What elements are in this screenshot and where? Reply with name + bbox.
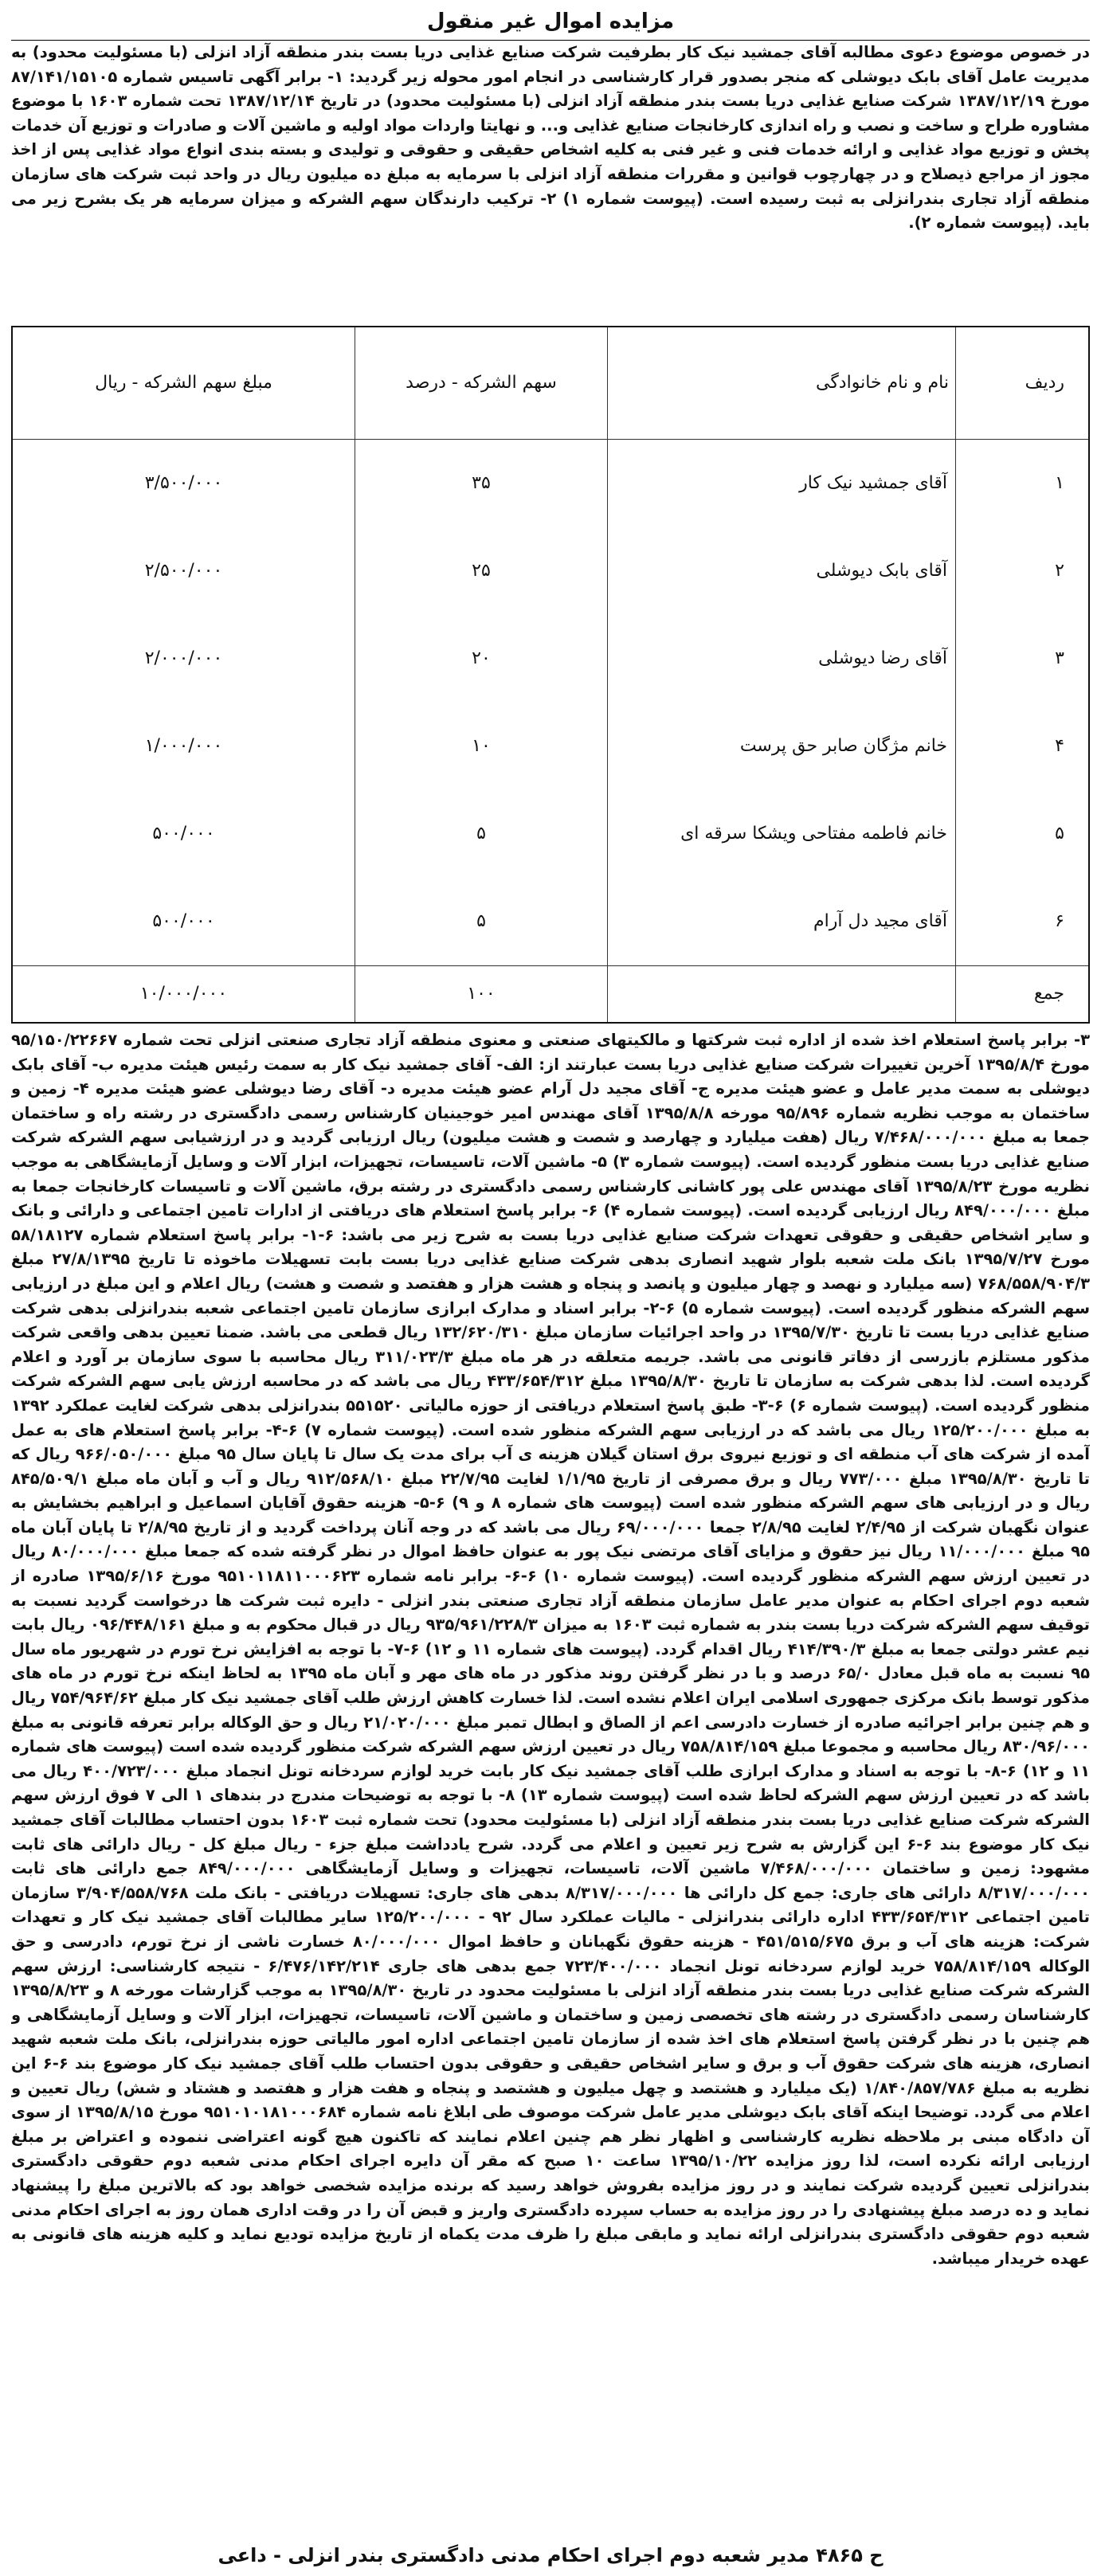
shareholder-name: آقای بابک دیوشلی [608,527,956,615]
header-share-amount: مبلغ سهم الشرکه - ریال [13,327,355,440]
share-percent: ۲۵ [355,527,608,615]
notice-title: مزایده اموال غیر منقول [426,10,675,33]
row-number: ۵ [956,790,1089,878]
share-percent: ۲۰ [355,615,608,703]
table-row [13,878,1088,966]
share-amount: ۲/۰۰۰/۰۰۰ [144,648,223,668]
share-amount: ۳/۵۰۰/۰۰۰ [144,473,223,493]
header-full-name: نام و نام خانوادگی [608,327,956,440]
row-number: ۴ [956,703,1089,790]
row-number: ۱ [956,440,1089,528]
shareholder-name: آقای جمشید نیک کار [608,440,956,528]
row-number: ۶ [956,878,1089,966]
total-amount: ۱۰/۰۰۰/۰۰۰ [13,966,355,1023]
table-row [13,703,1088,790]
share-percent: ۵ [355,790,608,878]
report-body-paragraph: ۳- برابر پاسخ استعلام اخذ شده از اداره ثبت شرکتها و مالکیتهای صنعتی و معنوی منطقه آزاد تجاری صنعتی انزلی تحت شماره ۹۵/۱۵۰/۲۲۶۶۷ مورخ ۱۳۹۵/۸/۴ آخرین تغییرات شرکت صنایع غذایی دریا بست عبارتند از: الف- آقای جمشید نیک کار به سمت رئیس هیئت مدیره ب- آقای بابک دیوشلی به سمت مدیر عامل و عضو هیئت مدیره ج- آقای مجید دل آرام عضو هیئت مدیره د- آقای رضا دیوشلی عضو هیئت مدیره ۴- زمین و ساختمان به موجب نظریه شماره ۹۵/۸۹۶ مورخه ۱۳۹۵/۸/۸ آقای مهندس امیر خوجینیان کارشناس رسمی دادگستری در رشته راه و ساختمان جمعا به مبلغ ۷/۴۶۸/۰۰۰/۰۰۰ ریال (هفت میلیارد و چهارصد و شصت و هشت میلیون) ریال ارزیابی گردید و در ارزشیابی سهم الشرکه شرکت صنایع غذایی دریا بست منظور گردیده است. (پیوست شماره ۳) ۵- ماشین آلات، تاسیسات، تجهیزات، ابزار آلات و وسایل آزمایشگاهی به موجب نظریه مورخ ۱۳۹۵/۸/۲۳ آقای مهندس علی پور کاشانی کارشناس رسمی دادگستری در رشته برق، ماشین آلات و تاسیسات کارخانجات جمعا به مبلغ ۸۴۹/۰۰۰/۰۰۰ ریال ارزیابی گردیده است. (پیوست شماره ۴) ۶- برابر پاسخ استعلام های دریافتی از ادارات تامین اجتماعی و دارائی و بانک و سایر اشخاص حقیقی و حقوقی تعهدات شرکت صنایع غذایی دریا بست به شرح زیر می باشد: ۶-۱- برابر پاسخ استعلام شماره ۵۸/۱۸۱۲۷ مورخ ۱۳۹۵/۷/۲۷ بانک ملت شعبه بلوار شهید انصاری بدهی شرکت صنایع غذایی دریا بست بابت تسهیلات ماخوذه تا تاریخ ۲۷/۸/۱۳۹۵ مبلغ ۷۶۸/۵۵۸/۹۰۴/۳ (سه میلیارد و نهصد و چهار میلیون و پانصد و پنجاه و هشت هزار و هفتصد و شصت و هشت) ریال اعلام و این مبلغ در ارزیابی سهم الشرکه منظور گردیده است. (پیوست شماره ۵) ۶-۲- برابر اسناد و مدارک ابرازی سازمان تامین اجتماعی شعبه بندرانزلی بدهی شرکت صنایع غذایی دریا بست تا تاریخ ۱۳۹۵/۷/۳۰ در واحد اجرائیات سازمان مبلغ ۱۳۲/۶۲۰/۳۱۰ ریال قطعی می باشد. ضمنا تعیین بدهی واقعی شرکت مذکور مستلزم بازرسی از دفاتر قانونی می باشد. جریمه متعلقه در هر ماه مبلغ ۳۱۱/۰۲۳/۳ ریال محاسبه با سوی سازمان بر آورد و اعلام گردیده است. لذا بدهی شرکت به سازمان تا تاریخ ۱۳۹۵/۸/۳۰ مبلغ ۴۳۳/۶۵۴/۳۱۲ ریال می باشد که در محاسبه ارزش یابی سهم الشرکه شرکت منظور گردیده است. (پیوست شماره ۶) ۶-۳- طبق پاسخ استعلام دریافتی از حوزه مالیاتی ۵۵۱۵۲۰ بندرانزلی بدهی شرکت لغایت عملکرد ۱۳۹۲ به مبلغ ۱۲۵/۲۰۰/۰۰۰ ریال می باشد که در ارزیابی سهم الشرکه منظور شده است. (پیوست شماره ۷) ۶-۴- برابر پاسخ استعلام های به عمل آمده از شرکت های آب منطقه ای و توزیع نیروی برق استان گیلان هزینه ی آب برای مدت یک سال تا پایان سال ۹۵ مبلغ ۹۶۶/۰۵۰/۰۰۰ ریال که تا تاریخ ۱۳۹۵/۸/۳۰ مبلغ ۷۷۳/۰۰۰ ریال و برق مصرفی از تاریخ ۱/۱/۹۵ لغایت ۲۲/۷/۹۵ مبلغ ۹۱۲/۵۶۸/۱۰ ریال و آب و آبان ماه مبلغ ۸۴۵/۵۰۹/۱ ریال و در ارزیابی های سهم الشرکه منظور شده است (پیوست های شماره ۸ و ۹) ۶-۵- هزینه حقوق آقایان اسماعیل و ابراهیم بخشایش به عنوان نگهبان شرکت از ۲/۴/۹۵ لغایت ۲/۸/۹۵ جمعا ۶۹/۰۰۰/۰۰۰ ریال می باشد که در وجه آنان پرداخت گردید و از تاریخ ۲/۸/۹۵ تا پایان آبان ماه ۹۵ مبلغ ۱۱/۰۰۰/۰۰۰ ریال نیز حقوق و مزایای آقای مرتضی نیک پور به عنوان حافظ اموال در نظر گرفته شده که جمعا مبلغ ۸۰/۰۰۰/۰۰۰ ریال در تعیین ارزش سهم الشرکه منظور گردیده است. (پیوست شماره ۱۰) ۶-۶- برابر نامه شماره ۹۵۱۰۱۱۸۱۱۰۰۰۶۲۳ مورخ ۱۳۹۵/۶/۱۶ صادره از شعبه دوم اجرای احکام به عنوان مدیر عامل سازمان منطقه آزاد تجاری صنعتی بندر انزلی - دایره ثبت شرکت ها درخواست گردید نسبت به توقیف سهم الشرکه شرکت دریا بست بندر به شماره ثبت ۱۶۰۳ به میزان ۹۳۵/۹۶۱/۲۲۸/۳ ریال در قبال محکوم به و مبلغ ۰۹۶/۴۴۸/۱۶۱ ریال بابت نیم عشر دولتی جمعا به مبلغ ۴۱۴/۳۹۰/۳ ریال اقدام گردد. (پیوست های شماره ۱۱ و ۱۲) ۶-۷- با توجه به افزایش نرخ تورم در شهریور ماه سال ۹۵ نسبت به ماه قبل معادل ۶۵/۰ درصد و با در نظر گرفتن روند مذکور در ماه های مهر و آبان ماه ۱۳۹۵ به لحاظ اینکه نرخ تورم در ماه های مذکور توسط بانک مرکزی جمهوری اسلامی ایران اعلام نشده است. لذا خسارت کاهش ارزش طلب آقای جمشید نیک کار مبلغ ۷۵۴/۹۶۴/۶۲ ریال و هم چنین برابر اجرائیه صادره از خسارت دادرسی اعم از الصاق و ابطال تمبر مبلغ ۲۱/۰۲۰/۰۰۰ ریال و حق الوکاله برابر تعرفه قانونی به مبلغ ۸۳۰/۹۶/۰۰۰ ریال محاسبه و مجموعا مبلغ ۷۵۸/۸۱۴/۱۵۹ ریال در تعیین ارزش سهم الشرکه شرکت منظور گردیده شده است (پیوست های شماره ۱۱ و ۱۲) ۶-۸- با توجه به اسناد و مدارک ابرازی طلب آقای جمشید نیک کار بابت خرید لوازم سردخانه تونل انجماد مبلغ ۴۰۰/۷۲۳/۰۰۰ ریال می باشد که در تعیین ارزش سهم الشرکه لحاظ شده است (پیوست شماره ۱۳) ۸- با توجه به توضیحات مندرج در بندهای ۱ الی ۷ فوق ارزش سهم الشرکه شرکت صنایع غذایی دریا بست بندر منطقه آزاد انزلی (با مسئولیت محدود) تحت شماره ثبت ۱۶۰۳ بدون احتساب مطالبات آقای جمشید نیک کار موضوع بند ۶-۶ این گزارش به شرح زیر تعیین و اعلام می گردد. شرح یادداشت مبلغ جزء - ریال مبلغ کل - ریال دارائی های ثابت مشهود: زمین و ساختمان ۷/۴۶۸/۰۰۰/۰۰۰ ماشین آلات، تاسیسات، تجهیزات و وسایل آزمایشگاهی ۸۴۹/۰۰۰/۰۰۰ جمع دارائی های ثابت ۸/۳۱۷/۰۰۰/۰۰۰ دارائی های جاری: جمع کل دارائی ها ۸/۳۱۷/۰۰۰/۰۰۰ بدهی های جاری: تسهیلات دریافتی - بانک ملت ۳/۹۰۴/۵۵۸/۷۶۸ سازمان تامین اجتماعی ۴۳۳/۶۵۴/۳۱۲ اداره دارائی بندرانزلی - مالیات عملکرد سال ۹۲ - ۱۲۵/۲۰۰/۰۰۰ سایر مطالبات آقای جمشید نیک کار و تعهدات شرکت: هزینه های آب و برق ۴۵۱/۵۱۵/۶۷۵ - هزینه حقوق نگهبانان و حافظ اموال ۸۰/۰۰۰/۰۰۰ خسارت ناشی از نرخ تورم، دادرسی و حق الوکاله ۷۵۸/۸۱۴/۱۵۹ خرید لوازم سردخانه تونل انجماد ۷۲۳/۴۰۰/۰۰۰ جمع بدهی های جاری ۶/۴۷۶/۱۴۲/۲۱۴ - نتیجه کارشناسی: ارزش سهم الشرکه شرکت صنایع غذایی دریا بست بندر منطقه آزاد انزلی با مسئولیت محدود در تاریخ ۱۳۹۵/۸/۳۰ به موجب گزارشات مورخه ۸ و ۱۳۹۵/۸/۲۳ کارشناسان رسمی دادگستری در رشته های تخصصی زمین و ساختمان و ماشین آلات، تاسیسات، تجهیزات، ابزار آلات و وسایل آزمایشگاهی و هم چنین با در نظر گرفتن پاسخ استعلام های اخذ شده از سازمان تامین اجتماعی اداره امور مالیاتی حوزه بندرانزلی، بانک ملت شعبه شهید انصاری، هزینه های شرکت حقوق آب و برق و سایر اشخاص حقیقی و حقوقی بدون احتساب طلب آقای جمشید نیک کار موضوع بند ۶-۶ این نظریه به مبلغ ۱/۸۴۰/۸۵۷/۷۸۶ (یک میلیارد و هشتصد و چهل میلیون و هشتصد و پنجاه و هفت هزار و هفتصد و هشتاد و شش) ریال تعیین و اعلام می گردد. توضیحا اینکه آقای بابک دیوشلی مدیر عامل شرکت موصوف طی ابلاغ نامه شماره ۹۵۱۰۱۰۱۸۱۰۰۰۶۸۴ مورخ ۱۳۹۵/۸/۱۵ از سوی آن دادگاه مبنی بر ملاحظه نظریه کارشناسی و اظهار نظر هم چنین اعلام نمایند که تاکنون هیچ گونه اعتراضی ننموده و اعتراض بر مبلغ ارزیابی ارائه نکرده است، لذا روز مزایده ۱۳۹۵/۱۰/۲۲ ساعت ۱۰ صبح که مقر آن دایره اجرای احکام مدنی شعبه دوم حقوقی دادگستری بندرانزلی تعیین گردیده شرکت نمایند و در روز مزایده بفروش خواهد رسید که برنده مزایده شخصی خواهد بود که بالاترین مبلغ را پیشنهاد نماید و ده درصد مبلغ پیشنهادی را در روز مزایده به حساب سپرده دادگستری واریز و قبض آن را در وقت اداری همان روز به اجرای احکام مدنی شعبه دوم حقوقی دادگستری بندرانزلی ارائه نماید و مابقی مبلغ را ظرف مدت یکماه از تاریخ مزایده تودیع نماید و کلیه هزینه های قانونی به عهده خریدار میباشد. [11,1031,1090,2268]
notice-signature-footer: ح ۴۸۶۵ مدیر شعبه دوم اجرای احکام مدنی دادگستری بندر انزلی - داعی [217,2544,884,2566]
table-total-row [13,966,1088,1023]
table-row [13,527,1088,615]
total-percent: ۱۰۰ [355,966,608,1023]
share-percent: ۳۵ [355,440,608,528]
share-amount: ۵۰۰/۰۰۰ [152,824,215,844]
header-share-percent: سهم الشرکه - درصد [355,327,608,440]
table-row [13,440,1088,528]
share-percent: ۵ [355,878,608,966]
shareholder-name: آقای مجید دل آرام [608,878,956,966]
intro-paragraph: در خصوص موضوع دعوی مطالبه آقای جمشید نیک کار بطرفیت شرکت صنایع غذایی دریا بست بندر منطقه آزاد انزلی (با مسئولیت محدود) به مدیریت عامل آقای بابک دیوشلی که منجر بصدور قرار کارشناسی در انجام امور محوله زیر گردید: ۱- برابر آگهی تاسیس شماره ۸۷/۱۴۱/۱۵۱۰۵ مورخ ۱۳۸۷/۱۲/۱۹ شرکت صنایع غذایی دریا بست بندر منطقه آزاد انزلی (با مسئولیت محدود) در تاریخ ۱۳۸۷/۱۲/۱۴ تحت شماره ۱۶۰۳ با موضوع مشاوره طراح و ساخت و نصب و راه اندازی کارخانجات صنایع غذایی و... و نهایتا واردات مواد اولیه و ماشین آلات و صادرات و توزیع آن خدمات پخش و توزیع مواد غذایی و ارائه خدمات فنی و غیر فنی به کلیه اشخاص حقیقی و حقوقی و تولیدی و بسته بندی انواع مواد غذایی پس از اخذ مجوز از مراجع ذیصلاح و در چهارچوب قوانین و مقررات منطقه آزاد انزلی با سرمایه به مبلغ ده میلیون ریال در واحد ثبت شرکت های سازمان منطقه آزاد تجاری بندرانزلی به ثبت رسیده است. (پیوست شماره ۱) ۲- ترکیب دارندگان سهم الشرکه و میزان سرمایه هر یک بشرح زیر می باید. (پیوست شماره ۲). [11,43,1090,233]
table-row [13,615,1088,703]
shareholders-table-frame [11,326,1090,1024]
total-name-empty [608,966,956,1023]
shareholder-name: خانم مژگان صابر حق پرست [608,703,956,790]
row-number: ۳ [956,615,1089,703]
shareholders-table [13,327,1088,1022]
shareholder-name: خانم فاطمه مفتاحی ویشکا سرقه ای [608,790,956,878]
share-percent: ۱۰ [355,703,608,790]
header-row-number: ردیف [956,327,1089,440]
share-amount: ۱/۰۰۰/۰۰۰ [144,736,223,756]
share-amount: ۵۰۰/۰۰۰ [152,911,215,931]
shareholder-name: آقای رضا دیوشلی [608,615,956,703]
row-number: ۲ [956,527,1089,615]
total-label: جمع [956,966,1089,1023]
share-amount: ۲/۵۰۰/۰۰۰ [144,561,223,581]
table-header-row [13,327,1088,440]
table-row [13,790,1088,878]
